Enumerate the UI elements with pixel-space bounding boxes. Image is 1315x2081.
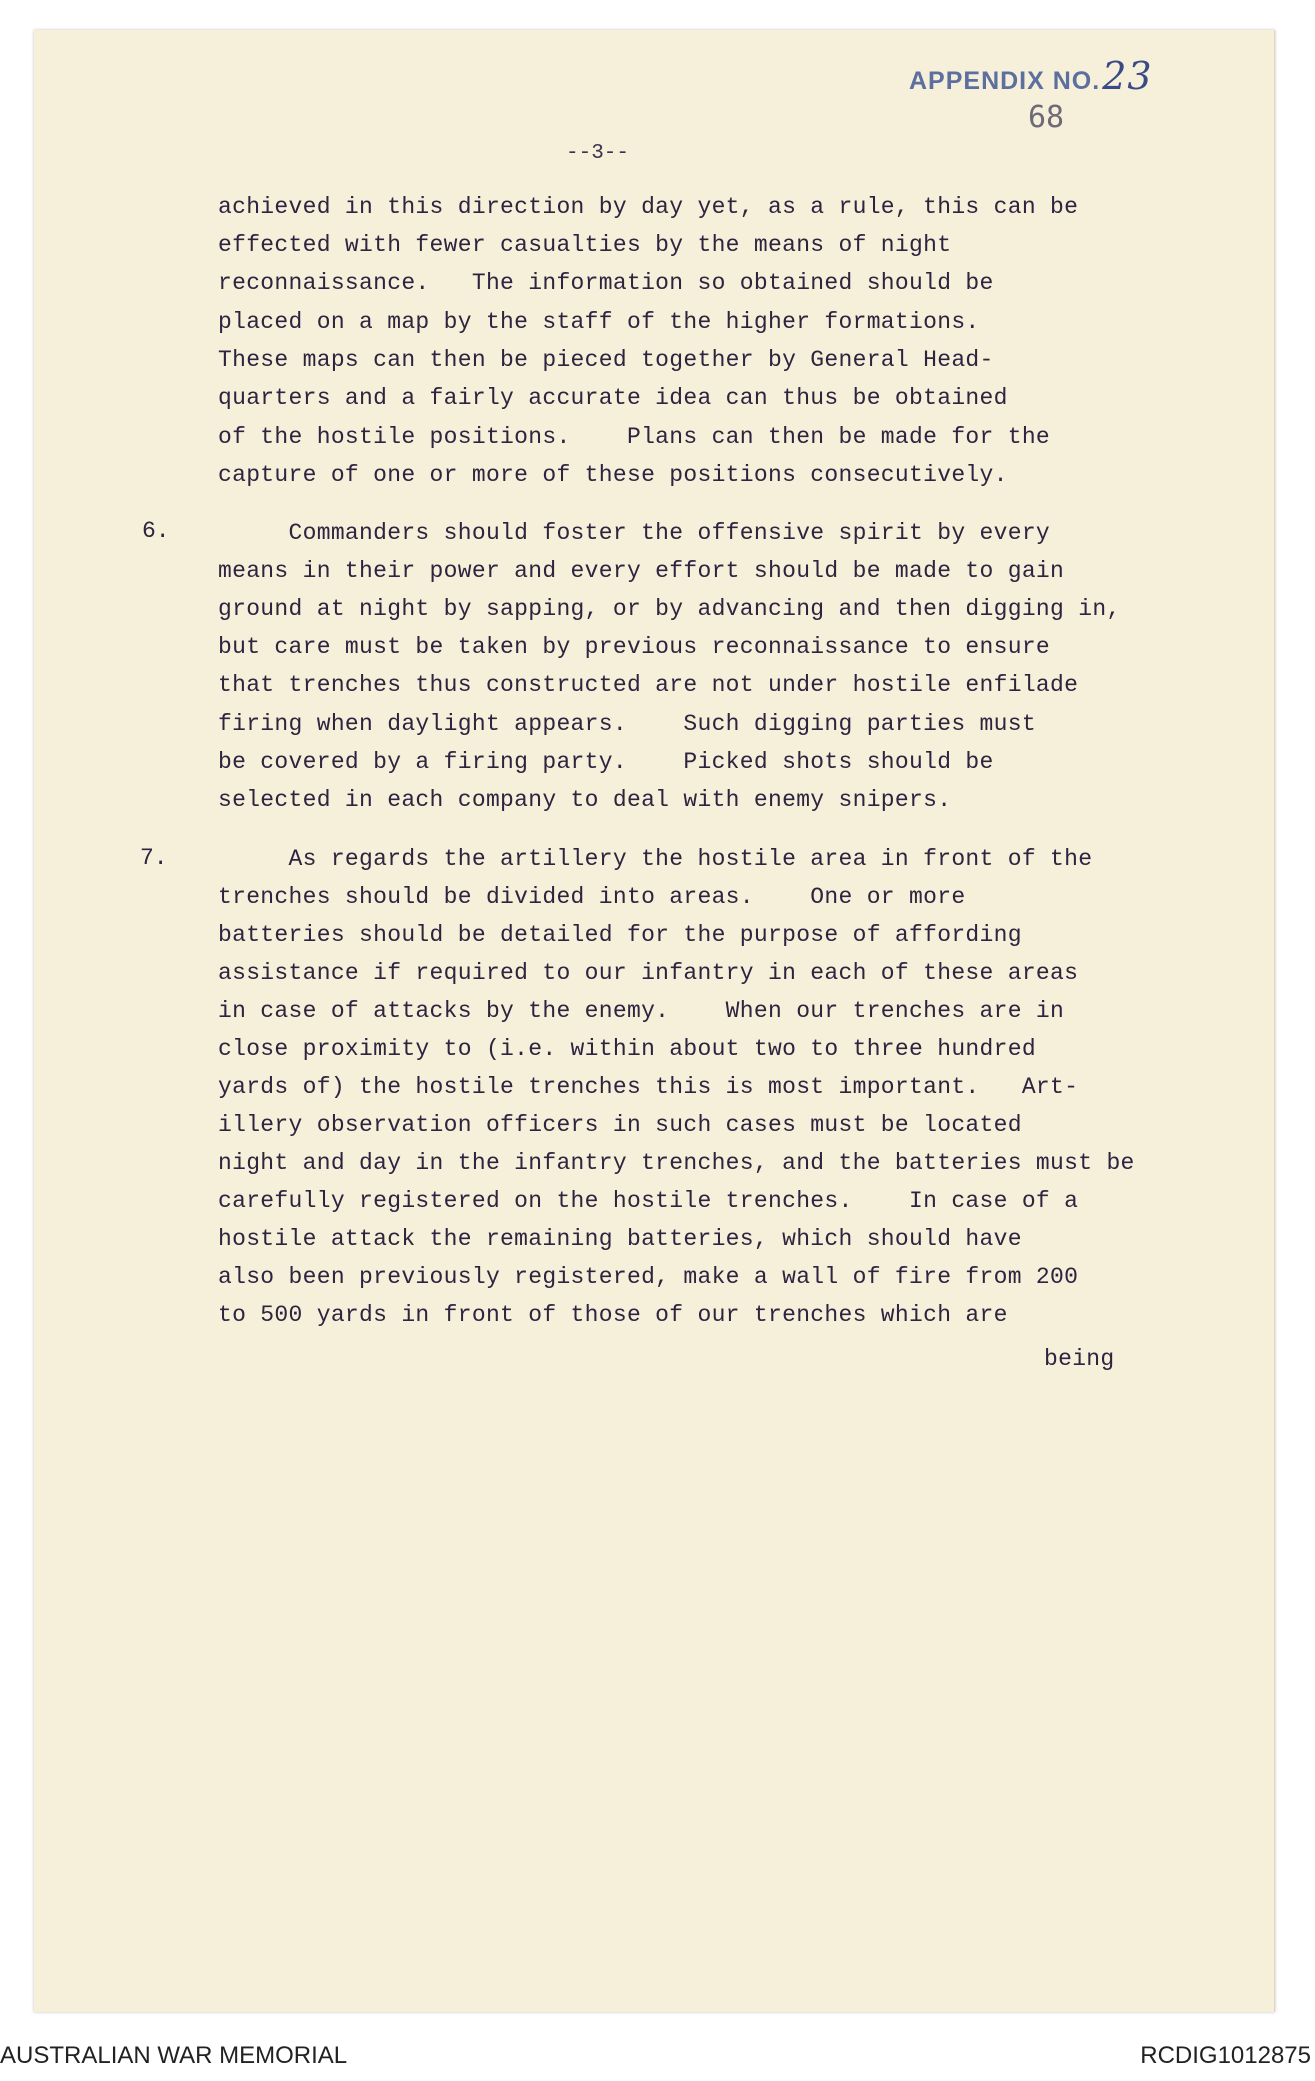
footer-record-id: RCDIG1012875: [1140, 2042, 1311, 2069]
p6-line: be covered by a firing party. Picked shots should be: [218, 749, 994, 775]
p7-line: close proximity to (i.e. within about two to three hundred: [218, 1036, 1036, 1062]
p5-line: of the hostile positions. Plans can then be made for the: [218, 424, 1051, 450]
p7-line: in case of attacks by the enemy. When our trenches are in: [218, 998, 1065, 1024]
p6-line: means in their power and every effort should be made to gain: [218, 558, 1065, 584]
p6-line: but care must be taken by previous reconnaissance to ensure: [218, 634, 1051, 660]
p5-line: effected with fewer casualties by the means of night: [218, 232, 952, 258]
p7-line: to 500 yards in front of those of our trenches which are: [218, 1302, 1008, 1328]
p6-line: that trenches thus constructed are not under hostile enfilade: [218, 672, 1079, 698]
page-number: --3--: [566, 142, 630, 165]
appendix-stamp-label: APPENDIX NO.: [909, 67, 1101, 95]
p5-line: achieved in this direction by day yet, as a rule, this can be: [218, 194, 1079, 220]
p7-line: assistance if required to our infantry in each of these areas: [218, 960, 1079, 986]
p7-line: carefully registered on the hostile trenches. In case of a: [218, 1188, 1079, 1214]
paragraph-7-number: 7.: [140, 845, 168, 871]
p7-line: illery observation officers in such cases must be located: [218, 1112, 1022, 1138]
p5-line: quarters and a fairly accurate idea can thus be obtained: [218, 385, 1008, 411]
p7-line: As regards the artillery the hostile area in front of the: [218, 846, 1093, 872]
p7-line: hostile attack the remaining batteries, which should have: [218, 1226, 1022, 1252]
p6-line: ground at night by sapping, or by advancing and then digging in,: [218, 596, 1121, 622]
p6-line: selected in each company to deal with enemy snipers.: [218, 787, 952, 813]
p5-line: capture of one or more of these positions consecutively.: [218, 462, 1008, 488]
p7-line: also been previously registered, make a wall of fire from 200: [218, 1264, 1079, 1290]
p5-line: reconnaissance. The information so obtained should be: [218, 270, 994, 296]
p5-line: placed on a map by the staff of the higher formations.: [218, 309, 980, 335]
appendix-stamp-number: 23: [1102, 54, 1153, 98]
p7-line: batteries should be detailed for the purpose of affording: [218, 922, 1022, 948]
p7-line: trenches should be divided into areas. One or more: [218, 884, 966, 910]
p7-line: yards of) the hostile trenches this is most important. Art-: [218, 1074, 1079, 1100]
paragraph-6-number: 6.: [142, 518, 170, 544]
p7-line: night and day in the infantry trenches, and the batteries must be: [218, 1150, 1135, 1176]
folio-number: 68: [1028, 100, 1065, 135]
catchword: being: [1044, 1346, 1115, 1372]
p6-line: Commanders should foster the offensive spirit by every: [218, 520, 1051, 546]
footer-archive-name: AUSTRALIAN WAR MEMORIAL: [0, 2042, 348, 2069]
document-page: [34, 30, 1275, 2012]
appendix-stamp: [909, 54, 1153, 98]
p5-line: These maps can then be pieced together by General Head-: [218, 347, 994, 373]
p6-line: firing when daylight appears. Such digging parties must: [218, 711, 1036, 737]
